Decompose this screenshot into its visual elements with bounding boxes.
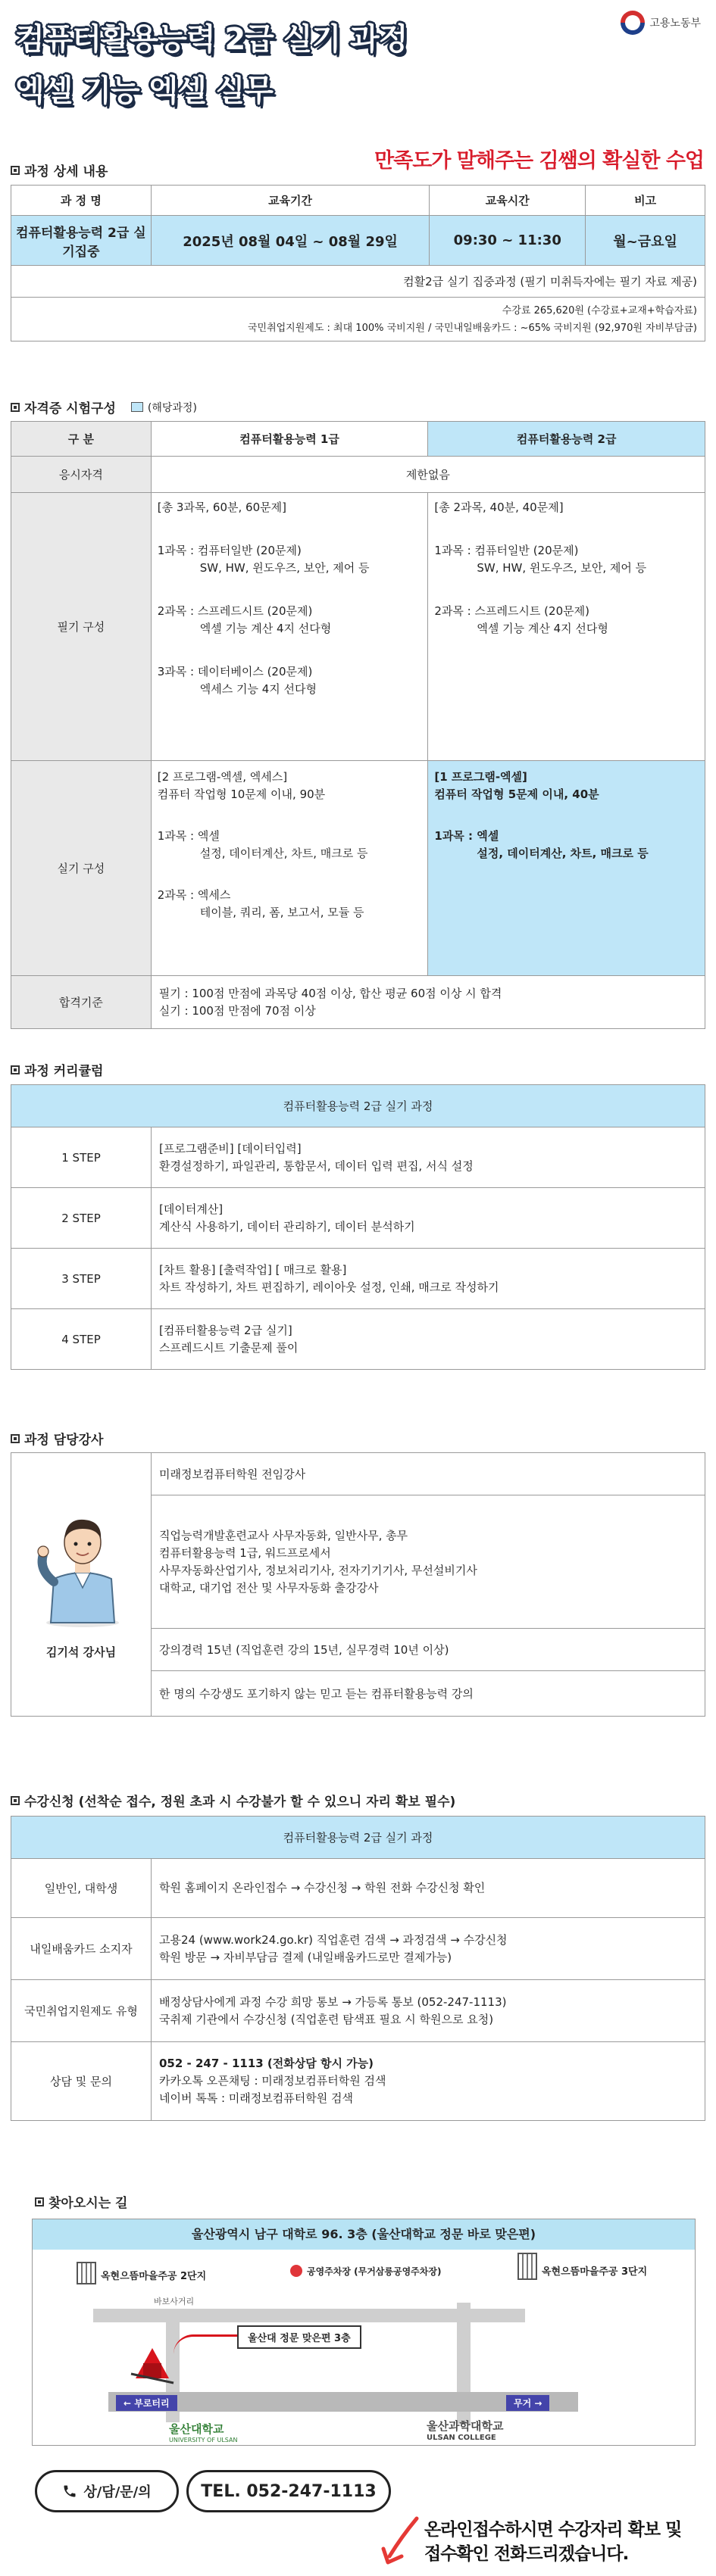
academy-building-icon — [130, 2341, 175, 2386]
written-grade2 — [428, 493, 705, 761]
enroll-content — [152, 2042, 705, 2121]
course-info-row: 컴활2급 실기 집중과정 (필기 미취득자에는 필기 자료 제공) — [11, 266, 705, 298]
written-g1-subject2-detail: 엑셀 기능 계산 4지 선다형 — [199, 622, 332, 635]
qualification-value: 제한없음 — [151, 457, 705, 493]
instructor-table — [11, 1452, 705, 1717]
enroll-label: 국민취업지원제도 유형 — [11, 1980, 152, 2042]
square-bullet-icon — [11, 1434, 20, 1443]
hero-header — [0, 0, 716, 136]
table-row — [11, 1127, 705, 1188]
curriculum-heading — [11, 1060, 103, 1079]
footer-note-line1: 온라인접수하시면 수강자리 확보 및 — [424, 2520, 682, 2540]
square-bullet-icon — [11, 403, 20, 412]
fee-row — [11, 298, 705, 341]
written-g2-subject2-detail: 엑셀 기능 계산 4지 선다형 — [477, 622, 608, 635]
step-label: 3 STEP — [11, 1249, 152, 1309]
square-bullet-icon — [11, 1796, 20, 1805]
location-map — [32, 2219, 696, 2446]
univ1-name-en: UNIVERSITY OF ULSAN — [169, 2437, 238, 2443]
location-heading-text: 찾아오시는 길 — [48, 2196, 128, 2211]
cert-line: 직업능력개발훈련교사 사무자동화, 일반사무, 총무 — [159, 1528, 408, 1542]
instructor-name: 김기석 강사님 — [45, 1645, 117, 1659]
practical-label: 실기 구성 — [11, 761, 152, 976]
enroll-line: 카카오톡 오픈채팅 : 미래정보컴퓨터학원 검색 — [159, 2074, 386, 2088]
map-label-univ1 — [169, 2421, 237, 2443]
step-content — [152, 1309, 705, 1370]
enroll-label: 내일배움카드 소지자 — [11, 1918, 152, 1980]
exam-heading — [11, 398, 197, 416]
fee-line: 수강료 265,620원 (수강료+교재+학습자료) — [502, 304, 697, 317]
enroll-content — [152, 1980, 705, 2042]
practical-g2-format: 컴퓨터 작업형 5문제 이내, 40분 — [434, 787, 599, 801]
map-label-univ2 — [427, 2418, 503, 2442]
practical-g1-subject1: 1과목 : 엑셀 — [157, 829, 220, 843]
enroll-line: 배정상담사에게 과정 수강 희망 통보 → 가등록 통보 (052-247-1113) — [159, 1994, 507, 2009]
phone-icon — [62, 2484, 77, 2499]
callout-arrow — [174, 2334, 242, 2354]
practical-g1-subject1-detail: 설정, 데이터계산, 차트, 매크로 등 — [199, 847, 368, 860]
page-subtitle: 엑셀 기능 엑셀 실무 — [15, 73, 273, 108]
enroll-label: 일반인, 대학생 — [11, 1859, 152, 1918]
table-row — [11, 1249, 705, 1309]
enroll-label: 상담 및 문의 — [11, 2042, 152, 2121]
written-g1-subject1-detail: SW, HW, 윈도우즈, 보안, 제어 등 — [199, 561, 370, 575]
univ2-name-en: ULSAN COLLEGE — [427, 2434, 496, 2442]
enroll-phone: 052 - 247 - 1113 (전화상담 항시 가능) — [159, 2057, 374, 2070]
enroll-heading — [11, 1791, 455, 1810]
taegeuk-icon — [621, 11, 645, 35]
written-g1-subject3: 3과목 : 데이터베이스 (20문제) — [157, 665, 313, 678]
enroll-line: 고용24 (www.work24.go.kr) 직업훈련 검색 → 과정검색 → 수강신청 — [159, 1932, 508, 1947]
th-grade1: 컴퓨터활용능력 1급 — [151, 422, 428, 457]
map-label-apt3: 옥현으뜸마을주공 3단지 — [542, 2266, 648, 2278]
step-topic: [프로그램준비] [데이터입력] — [159, 1141, 302, 1155]
instructor-affiliation: 미래정보컴퓨터학원 전임강사 — [152, 1453, 705, 1495]
legend-text: 해당과정 — [152, 401, 193, 414]
pass-practical: 실기 : 100점 만점에 70점 이상 — [158, 1003, 316, 1018]
step-content — [152, 1249, 705, 1309]
practical-g1-format: 컴퓨터 작업형 10문제 이내, 90분 — [157, 787, 326, 801]
map-label-parking: 공영주차장 (무거삼릉공영주차장) — [307, 2266, 442, 2277]
step-topic: [컴퓨터활용능력 2급 실기] — [159, 1323, 292, 1337]
written-label: 필기 구성 — [11, 493, 152, 761]
step-label: 1 STEP — [11, 1127, 152, 1188]
ministry-logo-text: 고용노동부 — [649, 17, 701, 30]
period-cell: 2025년 08월 04일 ~ 08월 29일 — [151, 216, 430, 266]
enroll-line: 학원 방문 → 자비부담금 결제 (내일배움카드로만 결제가능) — [159, 1950, 452, 1964]
written-grade1 — [151, 493, 428, 761]
cert-line: 사무자동화산업기사, 정보처리기사, 전자기기기사, 무선설비기사 — [159, 1563, 477, 1577]
curriculum-heading-text: 과정 커리큘럼 — [24, 1064, 104, 1079]
step-topic: [데이터계산] — [159, 1202, 224, 1216]
step-label: 2 STEP — [11, 1188, 152, 1249]
square-bullet-icon — [11, 1065, 20, 1074]
course-detail-heading-text: 과정 상세 내용 — [24, 164, 108, 179]
written-g2-subject2: 2과목 : 스프레드시트 (20문제) — [434, 604, 589, 618]
subsidy-line: 국민취업지원제도 : 최대 100% 국비지원 / 국민내일배움카드 : ~65% 국비지원 (92,970원 자비부담금) — [247, 322, 697, 334]
th-note: 비고 — [586, 186, 705, 216]
practical-g2-subject1: 1과목 : 엑셀 — [434, 829, 499, 843]
page-title: 컴퓨터활용능력 2급 실기 과정 — [15, 22, 408, 57]
instructor-career: 강의경력 15년 (직업훈련 강의 15년, 실무경력 10년 이상) — [152, 1629, 705, 1671]
map-label-apt2: 옥현으뜸마을주공 2단지 — [101, 2271, 207, 2282]
time-cell: 09:30 ~ 11:30 — [430, 216, 586, 266]
bus-direction-right: 무거 → — [506, 2395, 549, 2411]
arrow-icon — [379, 2514, 424, 2567]
table-row — [11, 1859, 705, 1918]
step-detail: 환경설정하기, 파일관리, 통합문서, 데이터 입력 편집, 서식 설정 — [159, 1159, 474, 1173]
square-bullet-icon — [35, 2197, 44, 2206]
instructor-heading — [11, 1429, 103, 1448]
table-row — [11, 1188, 705, 1249]
univ2-name: 울산과학대학교 — [427, 2419, 504, 2433]
instructor-heading-text: 과정 담당강사 — [24, 1433, 104, 1448]
consult-badge — [35, 2470, 179, 2512]
exam-heading-text: 자격증 시험구성 — [24, 401, 116, 416]
written-g2-summary: [총 2과목, 40분, 40문제] — [434, 501, 564, 514]
map-address: 울산광역시 남구 대학로 96. 3층 (울산대학교 정문 바로 맞은편) — [33, 2219, 695, 2250]
th-category: 구 분 — [11, 422, 152, 457]
written-g1-subject1: 1과목 : 컴퓨터일반 (20문제) — [157, 544, 302, 557]
course-detail-table — [11, 185, 705, 341]
enroll-table — [11, 1816, 705, 2121]
step-label: 4 STEP — [11, 1309, 152, 1370]
pass-criteria — [151, 976, 705, 1029]
enroll-title: 컴퓨터활용능력 2급 실기 과정 — [11, 1817, 705, 1859]
practical-g1-subject2-detail: 테이블, 쿼리, 폼, 보고서, 모듈 등 — [199, 906, 364, 919]
enroll-line: 네이버 톡톡 : 미래정보컴퓨터학원 검색 — [159, 2091, 353, 2105]
cert-line: 컴퓨터활용능력 1급, 워드프로세서 — [159, 1545, 331, 1560]
enroll-content — [152, 1859, 705, 1918]
step-detail: 차트 작성하기, 차트 편집하기, 레이아웃 설정, 인쇄, 매크로 작성하기 — [159, 1280, 499, 1294]
practical-g2-summary: [1 프로그램-엑셀] — [434, 770, 527, 784]
table-row — [11, 1980, 705, 2042]
th-period: 교육기간 — [151, 186, 430, 216]
parking-pin-icon — [290, 2265, 302, 2277]
course-name-cell: 컴퓨터활용능력 2급 실기집중 — [11, 216, 152, 266]
univ1-name: 울산대학교 — [169, 2422, 224, 2436]
apartment-icon — [517, 2253, 537, 2280]
instructor-profile — [11, 1453, 152, 1717]
footer-note-line2: 접수확인 전화드리겠습니다. — [424, 2544, 629, 2564]
exam-table — [11, 421, 705, 1029]
table-row — [11, 1918, 705, 1980]
legend-swatch — [131, 402, 143, 412]
phone-link[interactable]: TEL. 052-247-1113 — [186, 2470, 391, 2512]
tagline: 만족도가 말해주는 김쌤의 확실한 수업 — [374, 149, 704, 173]
enroll-line: 학원 홈페이지 온라인접수 → 수강신청 → 학원 전화 수강신청 확인 — [159, 1881, 486, 1895]
footer-note — [424, 2518, 681, 2566]
cert-line: 대학교, 대기업 전산 및 사무자동화 출강강사 — [159, 1580, 379, 1595]
bus-direction-left: ← 부로터리 — [116, 2395, 177, 2411]
step-content — [152, 1188, 705, 1249]
written-g1-subject2: 2과목 : 스프레드시트 (20문제) — [157, 604, 313, 618]
th-grade2: 컴퓨터활용능력 2급 — [428, 422, 705, 457]
enroll-content — [152, 1918, 705, 1980]
written-g2-subject1-detail: SW, HW, 윈도우즈, 보안, 제어 등 — [477, 561, 647, 575]
instructor-avatar — [28, 1509, 134, 1630]
pass-label: 합격기준 — [11, 976, 152, 1029]
enroll-heading-text: 수강신청 (선착순 접수, 정원 초과 시 수강불가 할 수 있으니 자리 확보 필수) — [24, 1795, 456, 1810]
curriculum-table — [11, 1084, 705, 1370]
qualification-label: 응시자격 — [11, 457, 152, 493]
practical-grade1 — [151, 761, 428, 976]
ministry-logo — [621, 11, 701, 35]
step-content — [152, 1127, 705, 1188]
practical-g1-subject2: 2과목 : 엑세스 — [157, 888, 231, 902]
location-heading — [35, 2192, 127, 2211]
written-g1-summary: [총 3과목, 60분, 60문제] — [157, 501, 286, 514]
map-label-street: 바보사거리 — [154, 2297, 195, 2306]
th-time: 교육시간 — [430, 186, 586, 216]
curriculum-title: 컴퓨터활용능력 2급 실기 과정 — [11, 1085, 705, 1127]
instructor-illustration-icon — [28, 1509, 134, 1630]
course-detail-heading — [11, 161, 108, 179]
practical-g1-summary: [2 프로그램-엑셀, 엑세스] — [157, 770, 288, 784]
table-row — [11, 1309, 705, 1370]
written-g1-subject3-detail: 엑세스 기능 4지 선다형 — [199, 682, 317, 696]
note-cell: 월~금요일 — [586, 216, 705, 266]
table-row — [11, 2042, 705, 2121]
instructor-certifications — [152, 1495, 705, 1629]
practical-g2-subject1-detail: 설정, 데이터계산, 차트, 매크로 등 — [477, 847, 649, 860]
step-detail: 계산식 사용하기, 데이터 관리하기, 데이터 분석하기 — [159, 1219, 415, 1233]
practical-grade2 — [428, 761, 705, 976]
enroll-line: 국취제 기관에서 수강신청 (직업훈련 탐색표 필요 시 학원으로 요청) — [159, 2012, 494, 2026]
consult-label: 상/담/문/의 — [83, 2484, 152, 2500]
pass-written: 필기 : 100점 만점에 과목당 40점 이상, 합산 평균 60점 이상 시 합격 — [158, 986, 502, 1000]
step-detail: 스프레드시트 기출문제 풀이 — [159, 1340, 299, 1355]
step-topic: [차트 활용] [출력작업] [ 매크로 활용] — [159, 1262, 347, 1277]
legend-label: (해당과정) — [147, 401, 197, 414]
apartment-icon — [77, 2262, 96, 2284]
map-callout: 울산대 정문 맞은편 3층 — [237, 2325, 361, 2349]
written-g2-subject1: 1과목 : 컴퓨터일반 (20문제) — [434, 544, 579, 557]
square-bullet-icon — [11, 166, 20, 175]
th-course-name: 과 정 명 — [11, 186, 152, 216]
instructor-motto: 한 명의 수강생도 포기하지 않는 믿고 듣는 컴퓨터활용능력 강의 — [152, 1671, 705, 1717]
